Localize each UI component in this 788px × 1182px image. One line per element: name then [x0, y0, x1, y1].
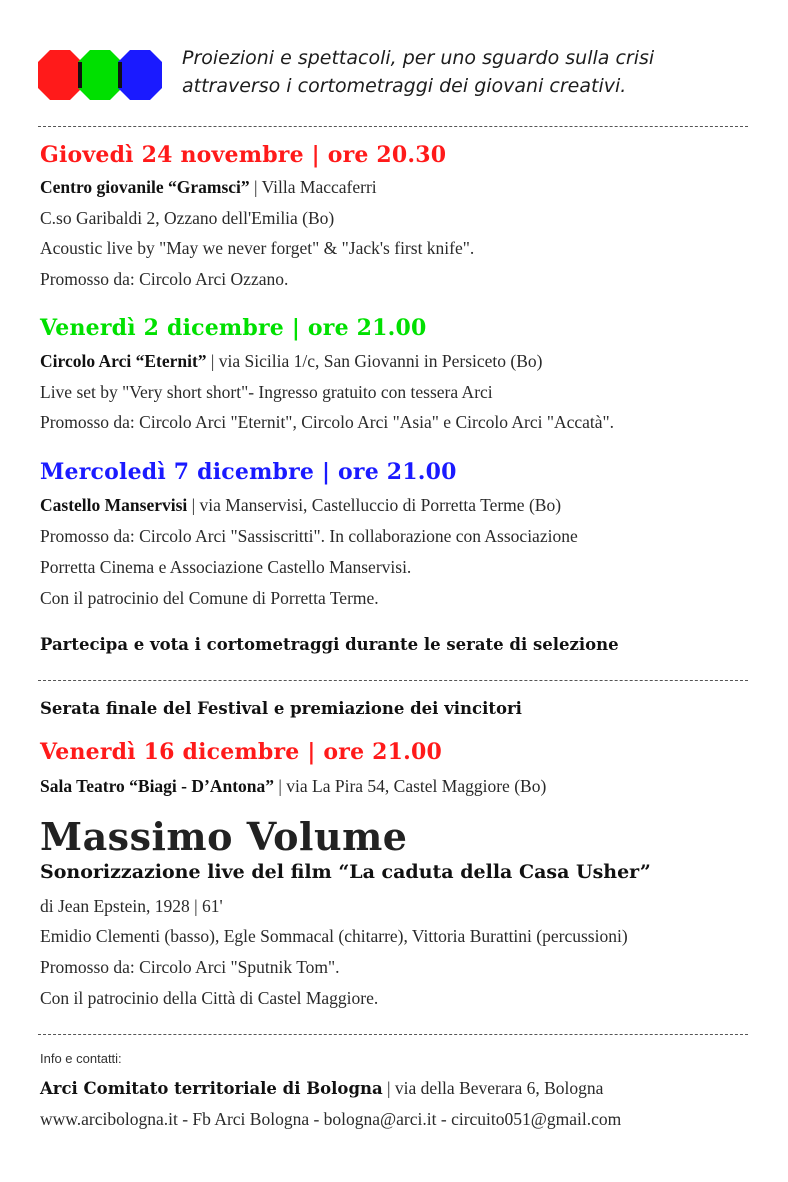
event-1-venue-rest: | Villa Maccaferri — [249, 177, 377, 197]
info-org: Arci Comitato territoriale di Bologna — [40, 1079, 383, 1098]
finale-venue-rest: | via La Pira 54, Castel Maggiore (Bo) — [274, 776, 547, 796]
artist-name: Massimo Volume — [40, 814, 408, 859]
event-3-line-2: Porretta Cinema e Associazione Castello Manservisi. — [40, 557, 412, 577]
info-org-rest: | via della Beverara 6, Bologna — [382, 1078, 604, 1098]
info-org-line — [40, 1078, 603, 1099]
event-1-line-1: C.so Garibaldi 2, Ozzano dell'Emilia (Bo) — [40, 208, 335, 228]
event-1-date: Giovedì 24 novembre | ore 20.30 — [40, 142, 447, 168]
finale-venue-line — [40, 776, 546, 797]
intro-text — [182, 44, 772, 100]
event-3-line-3: Con il patrocinio del Comune di Porretta Terme. — [40, 588, 379, 608]
event-3-venue-line — [40, 495, 561, 516]
event-3-venue: Castello Manservisi — [40, 495, 188, 515]
three-overlapping-octagons-icon — [38, 50, 162, 100]
finale-heading: Serata finale del Festival e premiazione dei vincitori — [40, 699, 522, 718]
finale-line-3: Promosso da: Circolo Arci "Sputnik Tom". — [40, 957, 340, 977]
partecipa-note: Partecipa e vota i cortometraggi durante le serate di selezione — [40, 635, 619, 654]
film-subtitle: Sonorizzazione live del film “La caduta della Casa Usher” — [40, 861, 651, 883]
info-contacts[interactable]: www.arcibologna.it - Fb Arci Bologna - bologna@arci.it - circuito051@gmail.com — [40, 1109, 622, 1129]
event-2-venue-line — [40, 351, 543, 372]
event-2-date: Venerdì 2 dicembre | ore 21.00 — [40, 315, 427, 341]
divider — [38, 1034, 748, 1035]
finale-date: Venerdì 16 dicembre | ore 21.00 — [40, 739, 443, 765]
finale-line-1: di Jean Epstein, 1928 | 61' — [40, 896, 223, 916]
intro-line-1: Proiezioni e spettacoli, per uno sguardo sulla crisi — [182, 47, 655, 69]
finale-line-2: Emidio Clementi (basso), Egle Sommacal (chitarre), Vittoria Burattini (percussioni) — [40, 926, 628, 946]
finale-line-4: Con il patrocinio della Città di Castel Maggiore. — [40, 988, 379, 1008]
event-3-line-1: Promosso da: Circolo Arci "Sassiscritti". In collaborazione con Associazione — [40, 526, 578, 546]
event-3-date: Mercoledì 7 dicembre | ore 21.00 — [40, 459, 457, 485]
intro-line-2: attraverso i cortometraggi dei giovani creativi. — [182, 75, 627, 97]
divider — [38, 680, 748, 681]
event-2-line-2: Promosso da: Circolo Arci "Eternit", Circolo Arci "Asia" e Circolo Arci "Accatà". — [40, 412, 615, 432]
divider — [38, 126, 748, 127]
finale-venue: Sala Teatro “Biagi - D’Antona” — [40, 776, 275, 796]
event-1-venue-line — [40, 177, 377, 198]
event-3-venue-rest: | via Manservisi, Castelluccio di Porretta Terme (Bo) — [187, 495, 562, 515]
event-2-venue-rest: | via Sicilia 1/c, San Giovanni in Persiceto (Bo) — [206, 351, 543, 371]
event-1-venue: Centro giovanile “Gramsci” — [40, 177, 250, 197]
event-1-line-3: Promosso da: Circolo Arci Ozzano. — [40, 269, 289, 289]
info-label: Info e contatti: — [40, 1051, 122, 1066]
event-1-line-2: Acoustic live by "May we never forget" & "Jack's first knife". — [40, 238, 475, 258]
event-2-venue: Circolo Arci “Eternit” — [40, 351, 207, 371]
event-2-line-1: Live set by "Very short short"- Ingresso gratuito con tessera Arci — [40, 382, 493, 402]
